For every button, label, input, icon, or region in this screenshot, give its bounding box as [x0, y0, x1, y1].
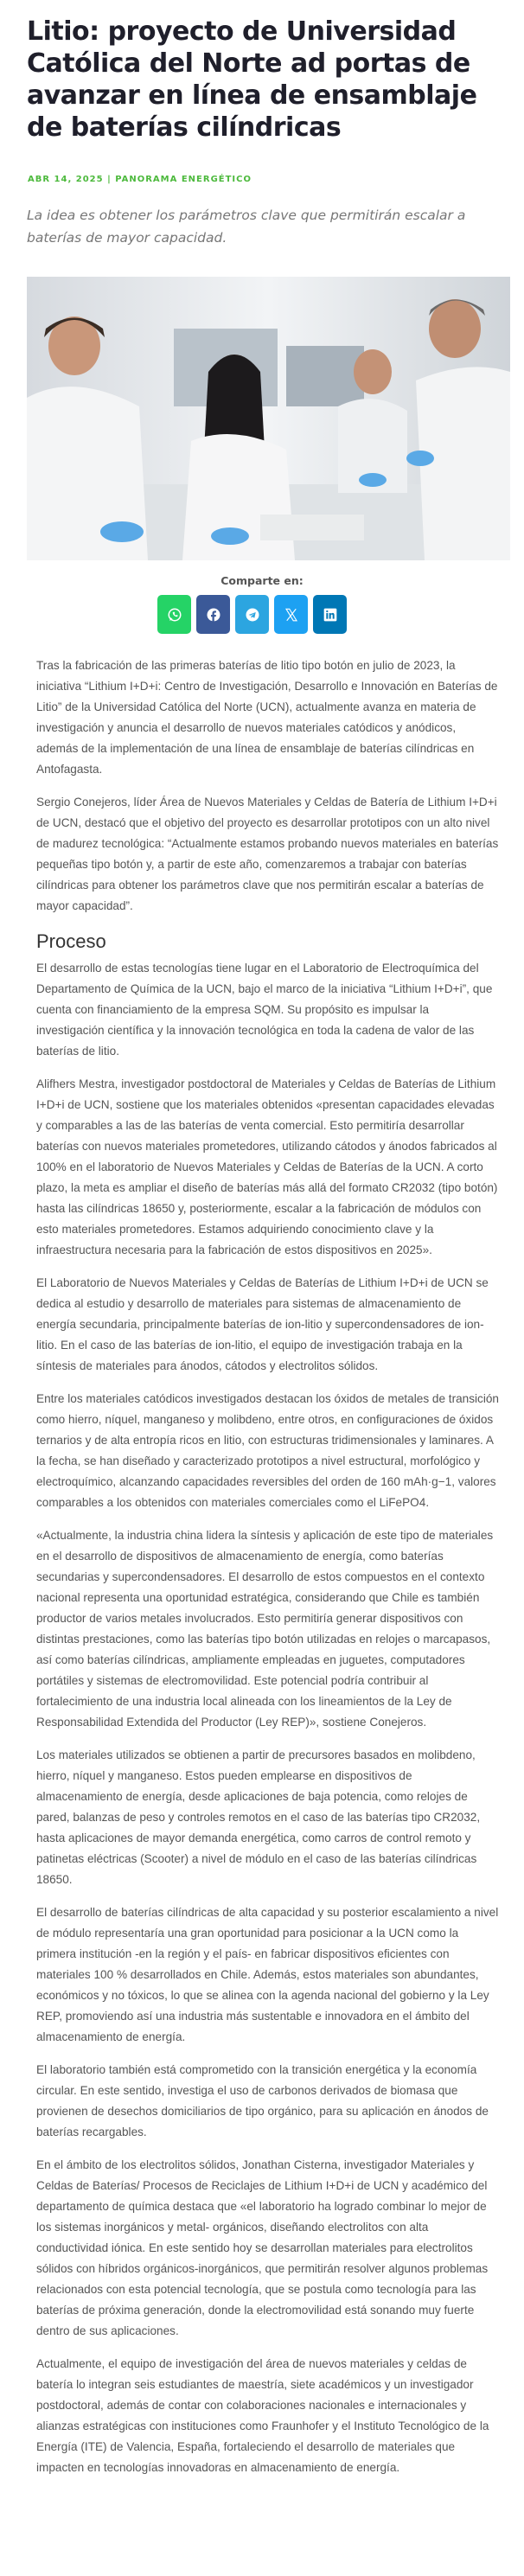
- paragraph: En el ámbito de los electrolitos sólidos, Jonathan Cisterna, investigador Materiales y Celdas de Baterías/ Procesos de Reciclajes de Lithium I+D+i de UCN y académico del departamento de química destaca que «el laboratorio ha logrado combinar lo mejor de los sistemas inorgánicos y metal- orgánicos, diseñando electrolitos con alta conductividad iónica. En este sentido hoy se desarrollan materiales para electrolitos sólidos con híbridos orgánicos-inorgánicos, que permitirán resolver algunos problemas relacionados con esta potencial tecnología, que se postula como tecnología para las baterías de próxima generación, donde la electromovilidad está sonando muy fuerte dentro de sus aplicaciones.: [36, 2158, 489, 2337]
- share-whatsapp-button[interactable]: [157, 595, 191, 634]
- share-telegram-button[interactable]: [235, 595, 269, 634]
- x-icon: [284, 607, 299, 623]
- article-meta: [28, 175, 252, 184]
- paragraph: El Laboratorio de Nuevos Materiales y Celdas de Baterías de Lithium I+D+i de UCN se dedica al estudio y desarrollo de materiales para sistemas de almacenamiento de energía secundaria, principalmente baterías de ion-litio y supercondensadores de ion-litio. En el caso de las baterías de ion-litio, el equipo de investigación trabaja en la síntesis de materiales para ánodos, cátodos y electrolitos sólidos.: [36, 1276, 489, 1372]
- article-body: [36, 655, 499, 2490]
- share-label: Comparte en:: [220, 574, 304, 587]
- paragraph: El desarrollo de estas tecnologías tiene lugar en el Laboratorio de Electroquímica del Departamento de Química de la UCN, bajo el marco de la iniciativa “Lithium I+D+i”, que cuenta con financiamiento de la empresa SQM. Su propósito es impulsar la investigación científica y la innovación tecnológica en toda la cadena de valor de las baterías de litio.: [36, 962, 493, 1058]
- article-date: ABR 14, 2025: [28, 175, 104, 184]
- paragraph: Alifhers Mestra, investigador postdoctoral de Materiales y Celdas de Baterías de Lithium I+D+i de UCN, sostiene que los materiales obtenidos «presentan capacidades elevadas y comparables a las de las baterías de venta comercial. Esto permitiría desarrollar baterías con nuevos materiales prometedores, utilizando cátodos y ánodos fabricados al 100% en el laboratorio de Nuevos Materiales y Celdas de Baterías de la UCN. A corto plazo, la meta es ampliar el diseño de baterías más allá del formato CR2032 (tipo botón) hasta las cilíndricas 18650 y, posteriormente, escalar a la fabricación de módulos con esto materiales prometedores. Estamos adquiriendo conocimiento clave y la infraestructura necesaria para la fabricación de estos dispositivos en 2025».: [36, 1077, 498, 1256]
- paragraph: Sergio Conejeros, líder Área de Nuevos Materiales y Celdas de Batería de Lithium I+D+i de UCN, destacó que el objetivo del proyecto es desarrollar prototipos con un alto nivel de madurez tecnológica: “Actualmente estamos probando nuevos materiales en baterías pequeñas tipo botón y, a partir de este año, comenzaremos a trabajar con baterías cilíndricas para obtener los parámetros clave que nos permitirán escalar a baterías de mayor capacidad”.: [36, 796, 499, 912]
- hero-image: [27, 277, 510, 560]
- facebook-icon: [206, 607, 221, 623]
- paragraph: «Actualmente, la industria china lidera la síntesis y aplicación de este tipo de materiales en el desarrollo de dispositivos de almacenamiento de energía, como baterías secundarias y supercondensadores. El desarrollo de estos compuestos en el contexto nacional representa una oportunidad estratégica, considerando que Chile es también productor de varios metales involucrados. Esto permitiría generar dispositivos con distintas prestaciones, como las baterías tipo botón utilizadas en relojes o marcapasos, así como baterías cilíndricas, ampliamente empleadas en juguetes, computadores portátiles y sistemas de electromovilidad. Este potencial podría contribuir al fortalecimiento de una industria local alineada con los lineamientos de la Ley de Responsabilidad Extendida del Productor (Ley REP)», sostiene Conejeros.: [36, 1529, 494, 1729]
- share-x-button[interactable]: [274, 595, 308, 634]
- article-title: Litio: proyecto de Universidad Católica del Norte ad portas de avanzar en línea de ensamblaje de baterías cilíndricas: [27, 16, 477, 143]
- paragraph: Los materiales utilizados se obtienen a partir de precursores basados en molibdeno, hierro, níquel y manganeso. Estos pueden emplearse en dispositivos de almacenamiento de energía, desde aplicaciones de baja potencia, como relojes de pared, balanzas de peso y controles remotos en el caso de las baterías tipo CR2032, hasta aplicaciones de mayor demanda energética, como carros de control remoto y patinetas eléctricas (Scooter) a nivel de módulo en el caso de las baterías cilíndricas 18650.: [36, 1748, 481, 1886]
- paragraph: Actualmente, el equipo de investigación del área de nuevos materiales y celdas de batería lo integran seis estudiantes de maestría, siete académicos y un investigador postdoctoral, además de contar con colaboraciones nacionales e internacionales y alianzas estratégicas con instituciones como Fraunhofer y el Instituto Tecnológico de la Energía (ITE) de Valencia, España, fortaleciendo el desarrollo de materiales que impacten en tecnologías innovadoras en almacenamiento de energía.: [36, 2357, 489, 2474]
- telegram-icon: [245, 607, 260, 623]
- whatsapp-icon: [167, 607, 182, 623]
- section-heading: Proceso: [36, 930, 106, 952]
- paragraph: Tras la fabricación de las primeras baterías de litio tipo botón en julio de 2023, la iniciativa “Lithium I+D+i: Centro de Investigación, Desarrollo e Innovación en Baterías de Litio” de la Universidad Católica del Norte (UCN), actualmente avanza en materia de investigación y anuncia el desarrollo de nuevos materiales catódicos y anódicos, además de la implementación de una línea de ensamblaje de baterías cilíndricas en Antofagasta.: [36, 659, 498, 776]
- meta-separator: |: [107, 175, 112, 184]
- share-linkedin-button[interactable]: [313, 595, 347, 634]
- paragraph: Entre los materiales catódicos investigados destacan los óxidos de metales de transición como hierro, níquel, manganeso y molibdeno, entre otros, en configuraciones de óxidos ternarios y de alta entropía ricos en litio, con estructuras tridimensionales y laminares. A la fecha, se han diseñado y caracterizado prototipos a nivel estructural, morfológico y electroquímico, alcanzando capacidades reversibles del orden de 160 mAh·g−1, valores comparables a los obtenidos con materiales comerciales como el LiFePO4.: [36, 1392, 499, 1509]
- linkedin-icon: [323, 608, 337, 622]
- share-facebook-button[interactable]: [196, 595, 230, 634]
- article-category[interactable]: PANORAMA ENERGÉTICO: [115, 175, 252, 184]
- paragraph: El laboratorio también está comprometido con la transición energética y la economía circular. En este sentido, investiga el uso de carbonos derivados de biomasa que provienen de desechos domiciliarios de tipo orgánico, para su aplicación en ánodos de baterías recargables.: [36, 2063, 489, 2138]
- share-buttons: [157, 595, 347, 634]
- paragraph: El desarrollo de baterías cilíndricas de alta capacidad y su posterior escalamiento a nivel de módulo representaría una gran oportunidad para posicionar a la UCN como la primera institución -en la región y el país- en fabricar dispositivos eficientes con materiales 100 % desarrollados en Chile. Además, estos materiales son abundantes, económicos y no tóxicos, lo que se alinea con la agenda nacional del gobierno y la Ley REP, promoviendo así una industria más sustentable e innovadora en el ámbito del almacenamiento de energía.: [36, 1906, 499, 2043]
- article-subtitle: La idea es obtener los parámetros clave que permitirán escalar a baterías de mayor capacidad.: [27, 208, 466, 246]
